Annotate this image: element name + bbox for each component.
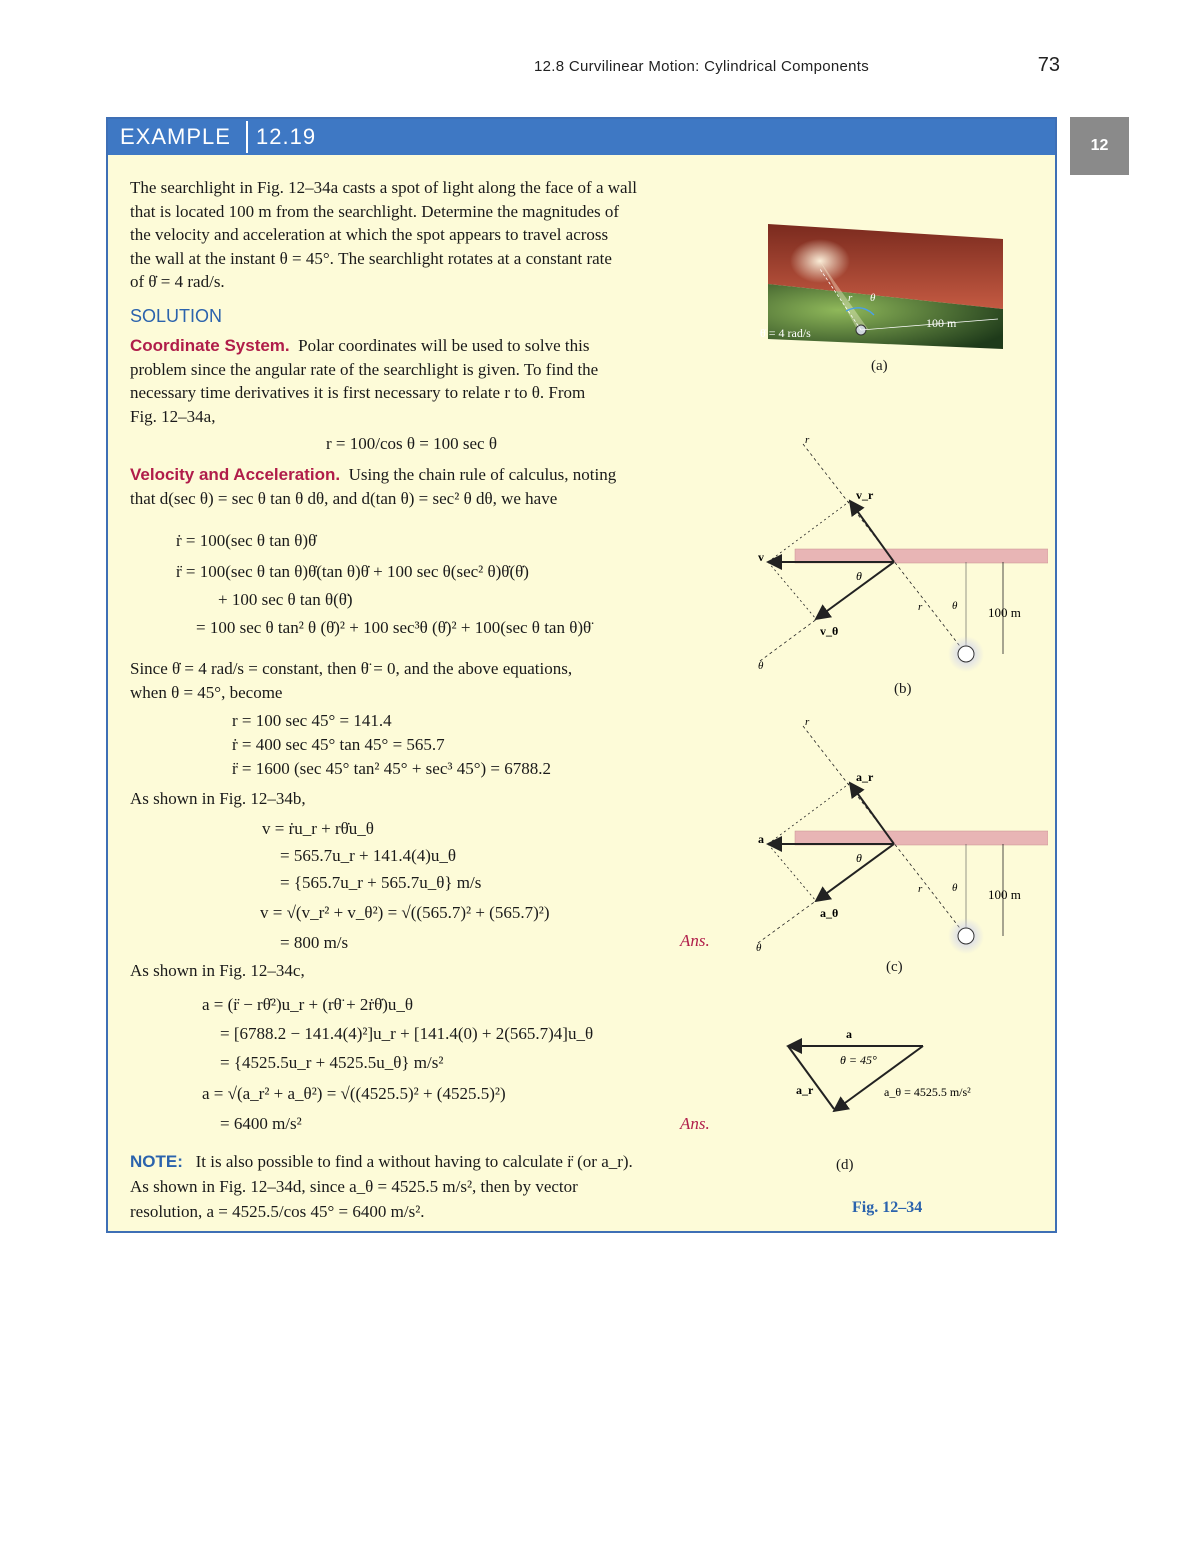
wall-strip bbox=[795, 831, 1048, 845]
label-atheta: a_θ bbox=[820, 906, 839, 920]
label-rate: θ̇ = 4 rad/s bbox=[760, 326, 811, 340]
note-label: NOTE: bbox=[130, 1152, 183, 1171]
page-number: 73 bbox=[1037, 54, 1060, 76]
coord-line: Polar coordinates will be used to solve this bbox=[298, 336, 590, 355]
equation: = {565.7u_r + 565.7u_θ} m/s bbox=[280, 873, 482, 892]
equation: = 800 m/s bbox=[280, 933, 349, 952]
example-title-bar bbox=[108, 119, 1055, 155]
ar-vector bbox=[788, 1046, 834, 1109]
problem-line: the velocity and acceleration at which the spot appears to travel across bbox=[130, 225, 609, 244]
problem-line: The searchlight in Fig. 12–34a casts a spot of light along the face of a wall bbox=[130, 178, 638, 197]
figure-c-diagram bbox=[738, 711, 1048, 971]
problem-line: the wall at the instant θ = 45°. The searchlight rotates at a constant rate bbox=[130, 248, 612, 268]
equation: = 6400 m/s² bbox=[220, 1114, 302, 1133]
figure-d-diagram bbox=[768, 1024, 1018, 1134]
equation: a = √(a_r² + a_θ²) = √((4525.5)² + (4525.5)²) bbox=[202, 1084, 506, 1103]
equation: r̈ = 100(sec θ tan θ)θ̇(tan θ)θ̇ + 100 sec θ(sec² θ)θ̇(θ̇) bbox=[176, 562, 529, 581]
figure-a-caption: (a) bbox=[871, 358, 888, 374]
velacc-line: that d(sec θ) = sec θ tan θ dθ, and d(tan θ) = sec² θ dθ, we have bbox=[130, 488, 558, 508]
acceleration-intro: As shown in Fig. 12–34c, bbox=[130, 961, 305, 980]
since-line: when θ = 45°, become bbox=[130, 682, 283, 702]
equation: r = 100 sec 45° = 141.4 bbox=[232, 711, 392, 730]
figure-b-caption: (b) bbox=[894, 681, 912, 697]
label-ar: a_r bbox=[796, 1083, 814, 1097]
label-r: r bbox=[805, 434, 810, 446]
coordinate-heading: Coordinate System. bbox=[130, 336, 290, 355]
chapter-tab: 12 bbox=[1070, 117, 1129, 175]
label-theta-angle: θ bbox=[856, 851, 862, 865]
figure-caption: Fig. 12–34 bbox=[852, 1199, 923, 1216]
coord-line: problem since the angular rate of the searchlight is given. To find the bbox=[130, 359, 599, 379]
since-paragraph bbox=[130, 657, 720, 704]
figure-b-diagram bbox=[738, 429, 1048, 709]
answer-marker: Ans. bbox=[680, 1114, 710, 1133]
label-theta: θ bbox=[870, 292, 876, 304]
label-theta: θ bbox=[758, 660, 764, 672]
equation: + 100 sec θ tan θ(θ̈) bbox=[218, 590, 353, 609]
equation: r = 100/cos θ = 100 sec θ bbox=[326, 434, 497, 453]
equation: ṙ = 400 sec 45° tan 45° = 565.7 bbox=[232, 735, 445, 754]
answer-marker: Ans. bbox=[680, 931, 710, 950]
example-number: 12.19 bbox=[256, 124, 317, 149]
label-r: r bbox=[805, 716, 810, 728]
label-r2: r bbox=[918, 601, 923, 613]
label-atheta: a_θ = 4525.5 m/s² bbox=[884, 1085, 971, 1099]
label-theta: θ bbox=[756, 942, 762, 954]
section-title: 12.8 Curvilinear Motion: Cylindrical Components bbox=[534, 58, 870, 75]
problem-line: of θ̇ = 4 rad/s. bbox=[130, 272, 225, 291]
label-angle: θ = 45° bbox=[840, 1053, 877, 1067]
vtheta-vector bbox=[816, 562, 894, 619]
equation: = {4525.5u_r + 4525.5u_θ} m/s² bbox=[220, 1053, 444, 1072]
figure-d-caption: (d) bbox=[836, 1157, 854, 1173]
label-distance: 100 m bbox=[988, 887, 1021, 902]
note-line: resolution, a = 4525.5/cos 45° = 6400 m/s². bbox=[130, 1202, 425, 1221]
label-distance: 100 m bbox=[926, 316, 957, 330]
coord-line: necessary time derivatives it is first necessary to relate r to θ. From bbox=[130, 383, 586, 402]
wall-strip bbox=[795, 549, 1048, 563]
velacc-line: Using the chain rule of calculus, noting bbox=[348, 465, 617, 484]
coord-line: Fig. 12–34a, bbox=[130, 406, 216, 426]
velacc-heading: Velocity and Acceleration. bbox=[130, 465, 341, 484]
velocity-intro: As shown in Fig. 12–34b, bbox=[130, 789, 306, 808]
label-distance: 100 m bbox=[988, 605, 1021, 620]
label-vtheta: v_θ bbox=[820, 624, 839, 638]
label-a: a bbox=[846, 1027, 852, 1041]
label-vr: v_r bbox=[856, 488, 874, 502]
label-ar: a_r bbox=[856, 770, 874, 784]
equation: = 100 sec θ tan² θ (θ̇)² + 100 sec³θ (θ̇)² + 100(sec θ tan θ)θ̈ bbox=[196, 618, 592, 637]
equation: a = (r̈ − rθ̇²)u_r + (rθ̈ + 2ṙθ̇)u_θ bbox=[202, 995, 414, 1014]
problem-line: that is located 100 m from the searchlight. Determine the magnitudes of bbox=[130, 201, 620, 221]
equation: = 565.7u_r + 141.4(4)u_θ bbox=[280, 846, 457, 865]
example-label: EXAMPLE bbox=[120, 124, 231, 149]
title-separator bbox=[246, 121, 248, 153]
figure-c-caption: (c) bbox=[886, 959, 903, 975]
label-a: a bbox=[758, 832, 764, 846]
problem-statement bbox=[130, 176, 720, 294]
label-r2: r bbox=[918, 883, 923, 895]
equation: v = √(v_r² + v_θ²) = √((565.7)² + (565.7)²) bbox=[260, 903, 550, 922]
equation: v = ṙu_r + rθ̇u_θ bbox=[262, 819, 374, 838]
solution-heading: SOLUTION bbox=[130, 306, 223, 326]
note-paragraph bbox=[130, 1149, 720, 1224]
label-r: r bbox=[848, 292, 853, 304]
note-line: It is also possible to find a without having to calculate r̈ (or a_r). bbox=[195, 1152, 633, 1171]
equation: ṙ = 100(sec θ tan θ)θ̇ bbox=[176, 531, 317, 550]
figure-a-illustration bbox=[758, 219, 1008, 349]
since-line: Since θ̇ = 4 rad/s = constant, then θ̈ = 0, and the above equations, bbox=[130, 659, 573, 678]
note-line: As shown in Fig. 12–34d, since a_θ = 4525.5 m/s², then by vector bbox=[130, 1177, 578, 1196]
equation: r̈ = 1600 (sec 45° tan² 45° + sec³ 45°) = 6788.2 bbox=[232, 759, 552, 778]
velacc-paragraph bbox=[130, 463, 720, 510]
label-theta2: θ bbox=[952, 600, 958, 612]
label-theta-angle: θ bbox=[856, 569, 862, 583]
label-v: v bbox=[758, 550, 764, 564]
equation: = [6788.2 − 141.4(4)²]u_r + [141.4(0) + 2(565.7)4]u_θ bbox=[220, 1024, 594, 1043]
coordinate-paragraph bbox=[130, 334, 720, 428]
example-box bbox=[106, 117, 1057, 1233]
label-theta2: θ bbox=[952, 882, 958, 894]
atheta-vector bbox=[816, 844, 894, 901]
